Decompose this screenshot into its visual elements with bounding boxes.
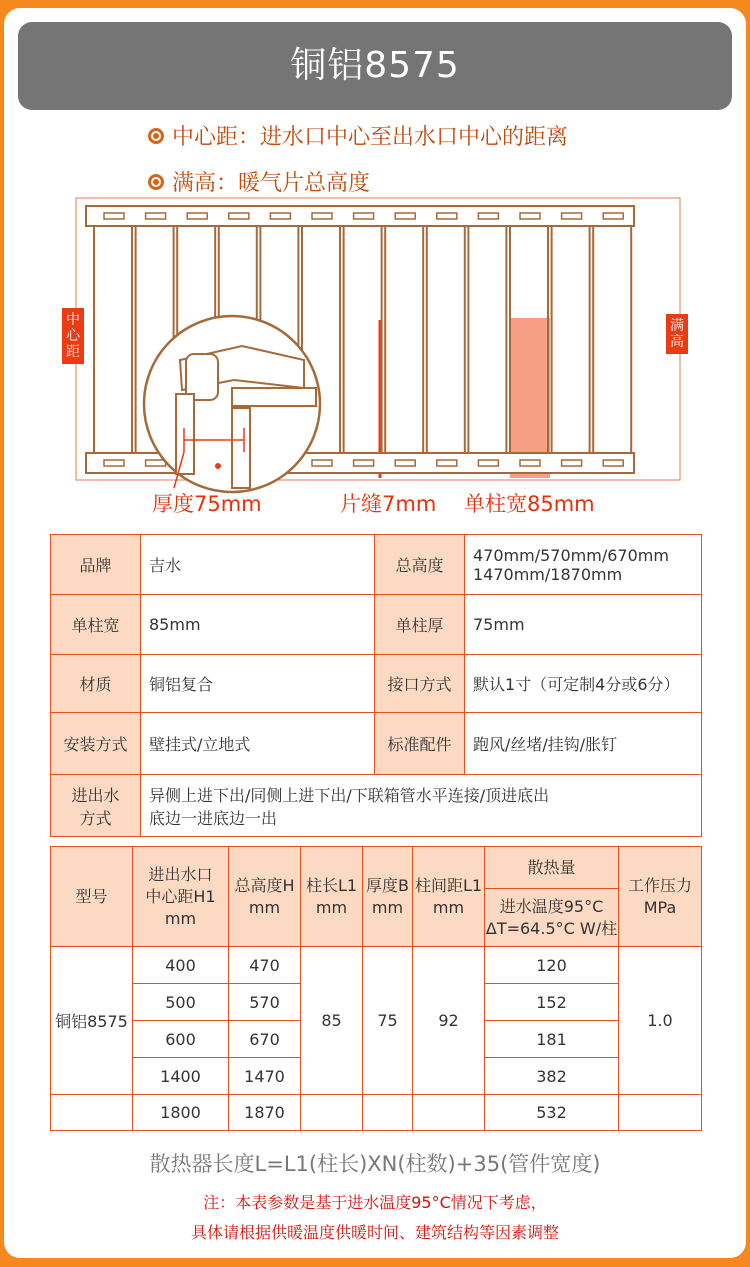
header-slot (520, 460, 540, 466)
spec-key: 接口方式 (375, 655, 465, 713)
header-slot (187, 213, 207, 219)
thickness-caption: 厚度75mm (152, 492, 262, 516)
spec-key: 材质 (51, 655, 141, 713)
table-header-row (51, 847, 702, 889)
spec-key-line: 方式 (79, 808, 112, 828)
header-pressure (619, 847, 702, 947)
spec-key: 单柱宽 (51, 595, 141, 655)
header-slot (146, 213, 166, 219)
page-card (4, 8, 746, 1258)
spec-key: 安装方式 (51, 713, 141, 775)
header-line: 柱间距L1 (414, 875, 483, 895)
header-line: mm (248, 897, 281, 917)
cell-model (51, 1095, 133, 1131)
spec-value: 铜铝复合 (141, 655, 375, 713)
table-row (51, 775, 702, 837)
header-slot (603, 460, 623, 466)
definition-text: 满高：暖气片总高度 (172, 171, 371, 196)
header-column-length (301, 847, 363, 947)
header-slot (312, 460, 332, 466)
table-row (51, 713, 702, 775)
header-slot (562, 460, 582, 466)
cell-heat: 120 (485, 947, 619, 984)
radiator-column (593, 224, 631, 456)
table-row (51, 535, 702, 595)
header-slot (395, 460, 415, 466)
header-slot (354, 460, 374, 466)
header-line: 进水温度95°C (499, 896, 604, 916)
gap-caption: 片缝7mm (340, 492, 437, 516)
full-height-label (666, 314, 688, 354)
cell-h1: 600 (133, 1021, 229, 1058)
header-slot (395, 213, 415, 219)
header-spacing (413, 847, 485, 947)
width-caption: 单柱宽85mm (464, 492, 595, 516)
header-line: 厚度B (366, 875, 409, 895)
header-total-height (229, 847, 301, 947)
cell-pressure: 1.0 (619, 947, 702, 1095)
header-slot (104, 460, 124, 466)
radiator-column (344, 224, 382, 456)
header-model: 型号 (51, 847, 133, 947)
radiator-column (385, 224, 423, 456)
header-heat-sub (485, 889, 619, 947)
header-line: mm (371, 897, 404, 917)
header-slot (312, 213, 332, 219)
cell-h: 670 (229, 1021, 301, 1058)
spec-value (141, 775, 702, 837)
cell-h: 1470 (229, 1058, 301, 1095)
header-line: 总高度H (234, 875, 295, 895)
header-slot (437, 213, 457, 219)
header-h1 (133, 847, 229, 947)
table-row (51, 1095, 702, 1131)
spec-value-line: 470mm/570mm/670mm (473, 545, 669, 565)
length-formula: 散热器长度L=L1(柱长)XN(柱数)+35(管件宽度) (149, 1152, 601, 1176)
header-slot (146, 460, 166, 466)
header-slot (478, 213, 498, 219)
cell-column-length (301, 1095, 363, 1131)
definition-text: 中心距：进水口中心至出水口中心的距离 (172, 125, 569, 150)
cell-h1: 1400 (133, 1058, 229, 1095)
spec-value: 85mm (141, 595, 375, 655)
header-thickness (363, 847, 413, 947)
spec-key (51, 775, 141, 837)
cell-h1: 400 (133, 947, 229, 984)
spec-key: 总高度 (375, 535, 465, 595)
spec-value-line: 底边一进底边一出 (149, 808, 278, 828)
header-line: mm (432, 897, 465, 917)
spec-value (465, 535, 702, 595)
table-row (51, 655, 702, 713)
cell-heat: 532 (485, 1095, 619, 1131)
footnote: 具体请根据供暖温度供暖时间、建筑结构等因素调整 (190, 1223, 559, 1242)
header-slot (520, 213, 540, 219)
cell-model: 铜铝8575 (51, 947, 133, 1095)
header-heat: 散热量 (485, 847, 619, 889)
radiator-column (94, 224, 132, 456)
spec-value: 吉水 (141, 535, 375, 595)
spec-key: 单柱厚 (375, 595, 465, 655)
radiator-column (468, 224, 506, 456)
cell-h1: 500 (133, 984, 229, 1021)
spec-value-line: 异侧上进下出/同侧上进下出/下联箱管水平连接/顶进底出 (149, 785, 550, 805)
header-line: MPa (643, 897, 677, 917)
center-distance-label (62, 308, 84, 364)
cell-column-length: 85 (301, 947, 363, 1095)
radiator-diagram (4, 8, 746, 528)
radiator-column (427, 224, 465, 456)
header-line: 柱长L1 (305, 875, 358, 895)
header-line: 中心距H1 (145, 886, 216, 906)
cell-pressure (619, 1095, 702, 1131)
cell-spacing: 92 (413, 947, 485, 1095)
spec-value-line: 1470mm/1870mm (473, 564, 623, 584)
spec-value: 75mm (465, 595, 702, 655)
spec-key: 标准配件 (375, 713, 465, 775)
header-slot (478, 460, 498, 466)
radiator-column (552, 224, 590, 456)
table-row (51, 947, 702, 984)
cell-thickness (363, 1095, 413, 1131)
page-title: 铜铝8575 (18, 22, 732, 110)
header-slot (229, 213, 249, 219)
header-line: mm (164, 908, 197, 928)
footnote: 注：本表参数是基于进水温度95°C情况下考虑， (203, 1193, 547, 1212)
spec-value: 跑风/丝堵/挂钩/胀钉 (465, 713, 702, 775)
cell-h1: 1800 (133, 1095, 229, 1131)
center-distance-text: 中心距 (66, 312, 80, 360)
cell-thickness: 75 (363, 947, 413, 1095)
header-slot (270, 213, 290, 219)
table-row (51, 595, 702, 655)
header-slot (104, 213, 124, 219)
cell-h: 470 (229, 947, 301, 984)
cell-heat: 382 (485, 1058, 619, 1095)
models-table (50, 846, 702, 1131)
header-line: 进出水口 (148, 864, 213, 884)
spec-key: 品牌 (51, 535, 141, 595)
cell-spacing (413, 1095, 485, 1131)
header-slot (603, 213, 623, 219)
header-line: ΔT=64.5°C W/柱 (485, 918, 618, 938)
cell-heat: 152 (485, 984, 619, 1021)
cell-heat: 181 (485, 1021, 619, 1058)
header-slot (354, 213, 374, 219)
spec-value: 壁挂式/立地式 (141, 713, 375, 775)
spec-table (50, 534, 702, 837)
spec-key-line: 进出水 (71, 785, 120, 805)
header-line: mm (315, 897, 348, 917)
header-line: 工作压力 (627, 875, 692, 895)
full-height-text: 满高 (670, 318, 684, 350)
spec-value: 默认1寸（可定制4分或6分） (465, 655, 702, 713)
header-slot (437, 460, 457, 466)
cell-h: 570 (229, 984, 301, 1021)
header-slot (562, 213, 582, 219)
cell-h: 1870 (229, 1095, 301, 1131)
